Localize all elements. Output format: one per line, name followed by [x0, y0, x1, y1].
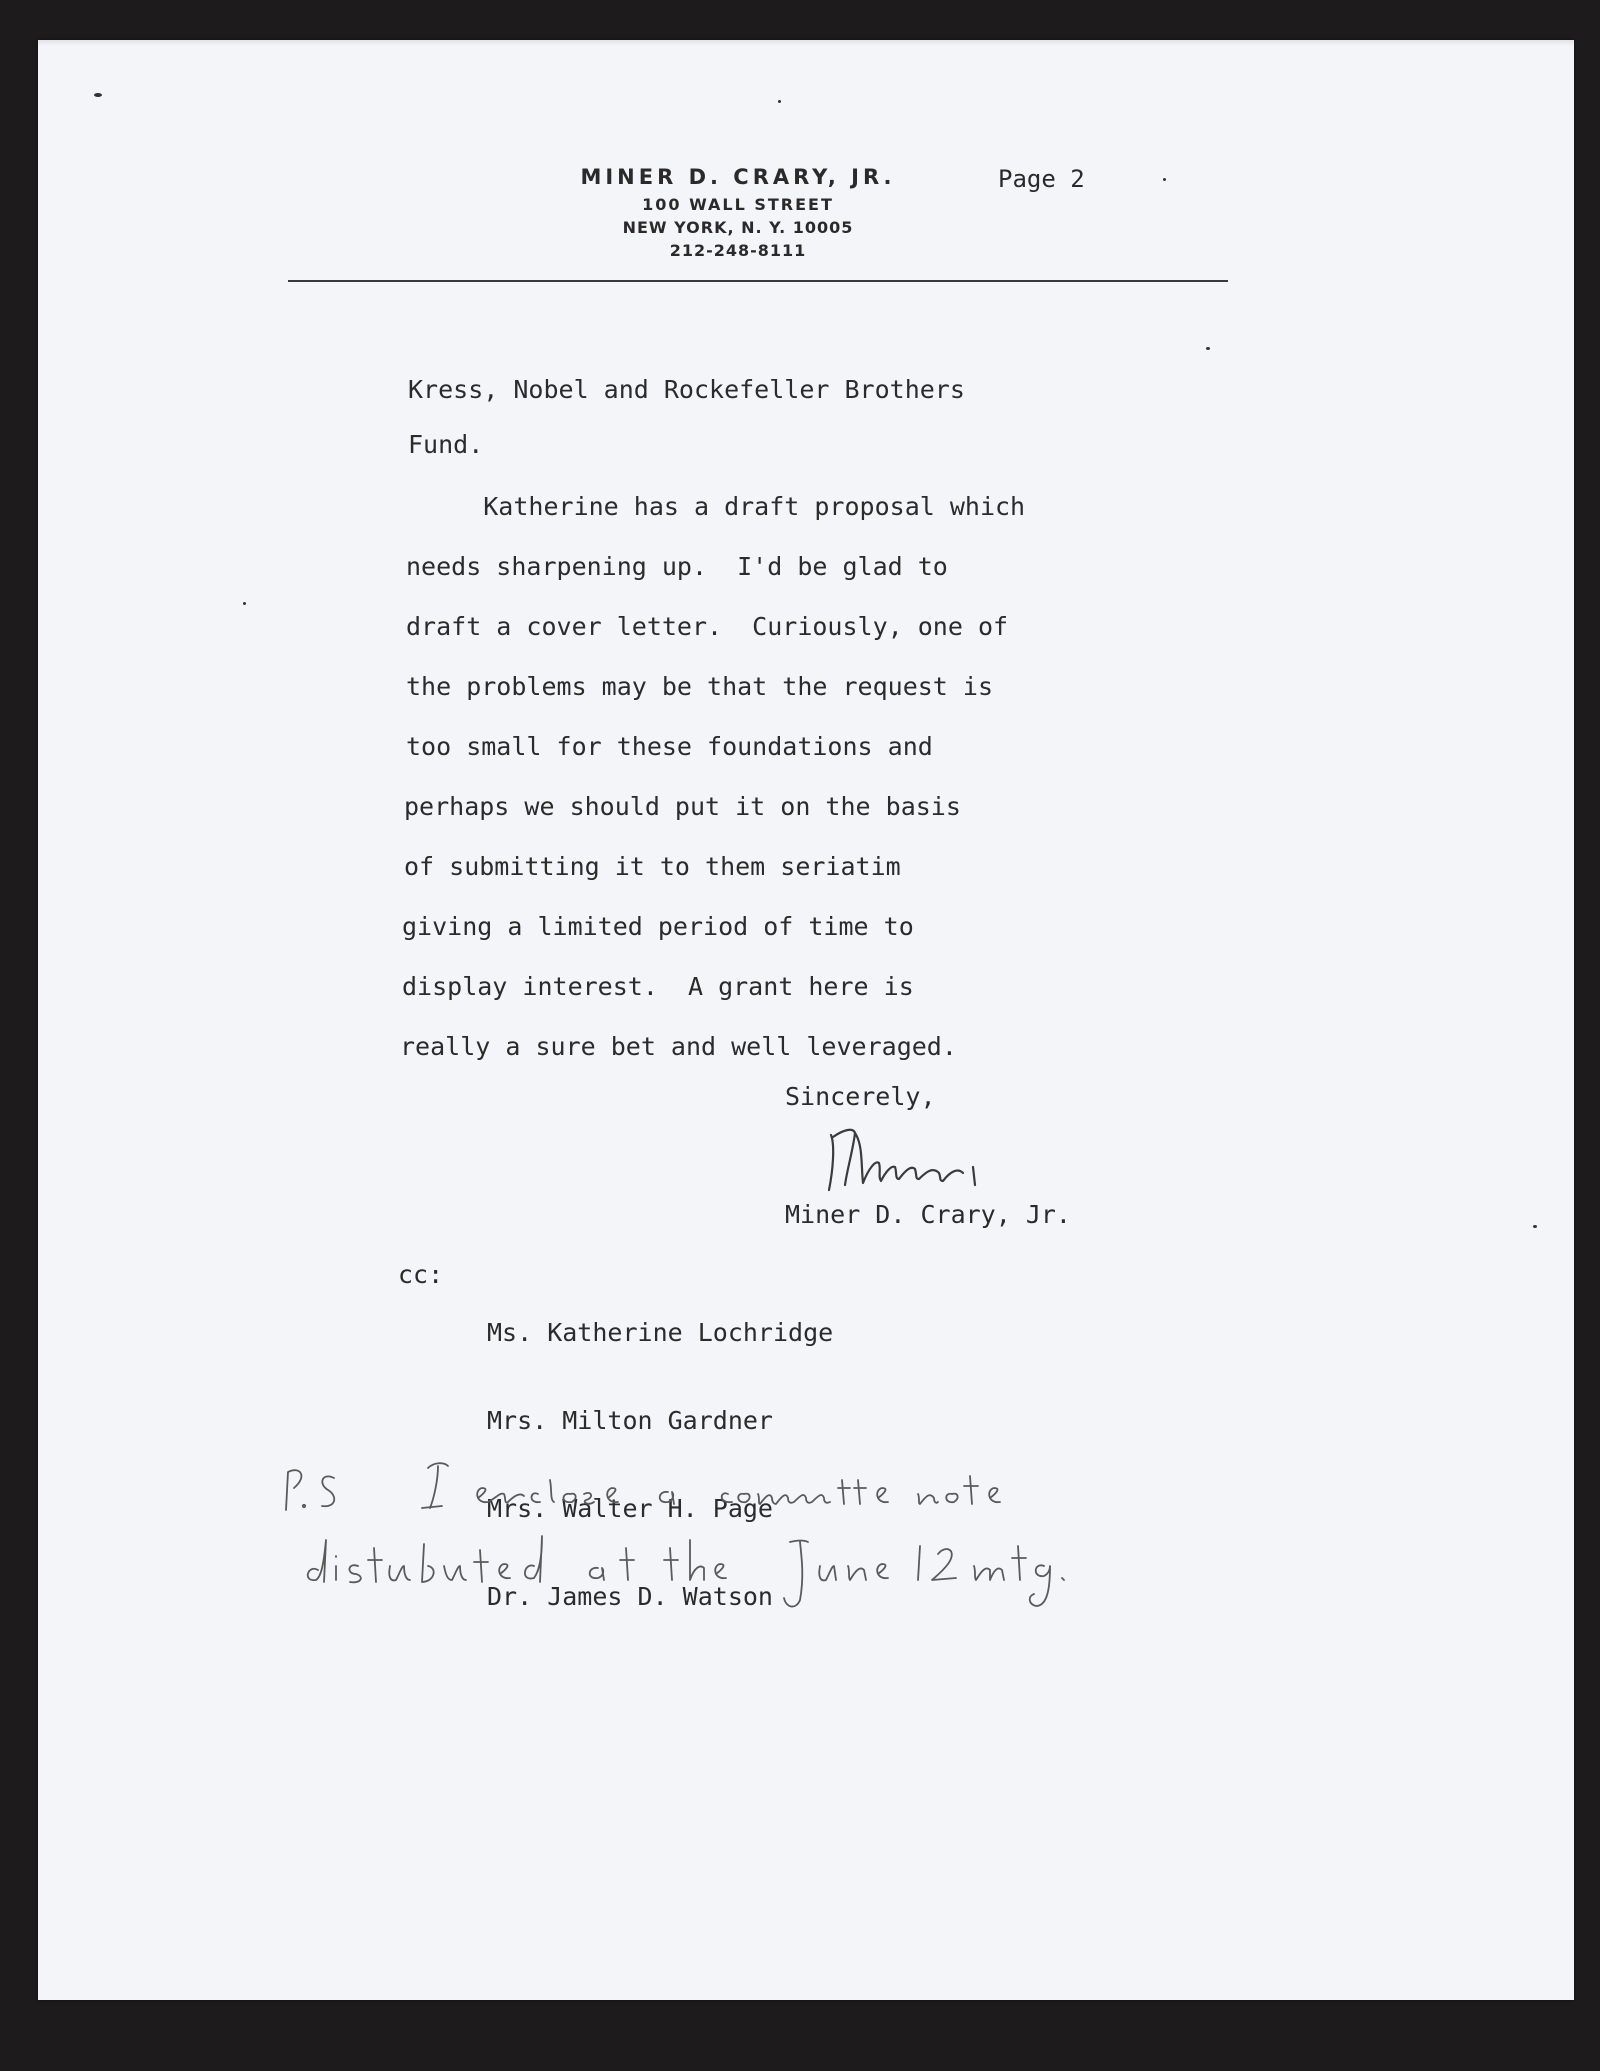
signer-name: Miner D. Crary, Jr.: [785, 1200, 1071, 1229]
letterhead-name: MINER D. CRARY, JR.: [580, 165, 896, 189]
letterhead-street: 100 WALL STREET: [642, 195, 834, 214]
body-line: Fund.: [408, 430, 484, 459]
body-line: really a sure bet and well leveraged.: [400, 1032, 957, 1061]
cc-recipient: Ms. Katherine Lochridge: [487, 1318, 834, 1347]
paper-speck: [1533, 1225, 1537, 1228]
body-line: draft a cover letter. Curiously, one of: [406, 612, 1009, 641]
cc-recipient: Mrs. Milton Gardner: [487, 1406, 773, 1435]
handwritten-postscript: [238, 1410, 1158, 1620]
paper-top-edge: [38, 40, 1574, 46]
letterhead-rule: [288, 280, 1228, 282]
closing: Sincerely,: [785, 1082, 936, 1111]
body-line: perhaps we should put it on the basis: [404, 792, 961, 821]
body-line: Kress, Nobel and Rockefeller Brothers: [408, 375, 965, 404]
paper-speck: [1206, 347, 1210, 350]
paper-speck: [1163, 178, 1166, 181]
body-line: giving a limited period of time to: [402, 912, 914, 941]
body-line: display interest. A grant here is: [402, 972, 914, 1001]
cc-label: cc:: [398, 1260, 444, 1289]
cc-recipient: Mrs. Walter H. Page: [487, 1494, 773, 1523]
body-line: of submitting it to them seriatim: [404, 852, 901, 881]
cc-recipient: Dr. James D. Watson: [487, 1582, 773, 1611]
paper-speck: [778, 100, 781, 103]
letterhead-phone: 212-248-8111: [669, 241, 807, 260]
letterhead: [538, 165, 938, 260]
letter-page: [38, 40, 1574, 2000]
body-line: the problems may be that the request is: [406, 672, 993, 701]
paper-speck: [243, 602, 246, 605]
paper-speck: [94, 93, 102, 97]
letterhead-city: NEW YORK, N. Y. 10005: [622, 218, 854, 237]
body-line: needs sharpening up. I'd be glad to: [406, 552, 948, 581]
body-line: Katherine has a draft proposal which: [408, 492, 1026, 521]
body-line: too small for these foundations and: [406, 732, 933, 761]
page-number: Page 2: [998, 165, 1085, 193]
signature: [823, 1115, 1003, 1200]
cc-block: [398, 1260, 834, 1611]
